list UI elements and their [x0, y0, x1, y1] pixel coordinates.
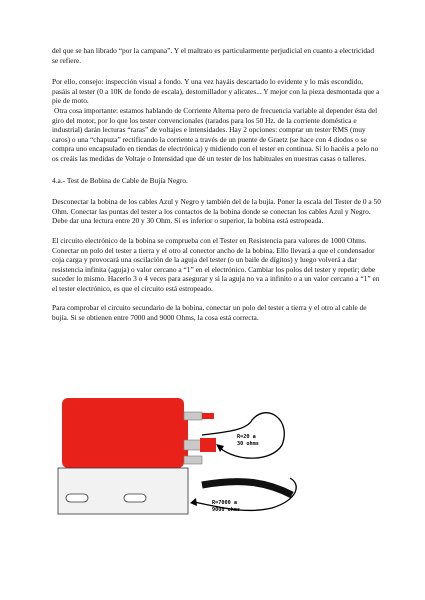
- paragraph-intro: del que se han librado “por la campana”. Y el maltrato es particularmente perjudicial en cuanto a electricidad se refiere.: [52, 46, 375, 65]
- primary-resistance-label-2: 30 ohms: [237, 441, 259, 447]
- paragraph-alternating-current: Otra cosa importante: estamos hablando de Corriente Alterna pero de frecuencia variable al depender ésta del giro del motor, por lo que los tester convencionales (tarados para los 50 Hz. de la corriente doméstica e industrial) darán lecturas “raras” de voltajes e intensidades. Hay 2 opciones: comprar un tester RMS (muy caros) o una “chapuza” rectificando la corriente a través de un puente de Graetz (se hace con 4 diodos o se compra uno encapsulado en tiendas de electrónica) y midiendo con el tester en continua. Si lo hacéis a pelo no os creáis las medidas de Voltaje o Intensidad que dé un tester de los habituales en nuestras casas o talleres.: [52, 105, 379, 163]
- paragraph-electronic-circuit: El circuito electrónico de la bobina se comprueba con el Tester en Resistencia para valores de 1000 Ohms. Conectar un polo del tester a tierra y el otro al conector ancho de la bobina. Ello llevará a que el condensador coja carga y provocará una oscilación de la aguja del tester (o un baile de dígitos) y luego volverá a dar resistencia infinita (aguja) o valor cercano a “1” en el electrónico. Cambiar los polos del tester y repetir; debe suceder lo mismo. Hacerlo 3 o 4 veces para asegurar y si la aguja no va a infinito o a un valor cercano a “1” en el tester electrónico, es que el circuito está estropeado.: [52, 235, 380, 293]
- secondary-resistance-label-2: 9000 ohms: [212, 507, 241, 513]
- coil-illustration: [52, 390, 372, 530]
- paragraph-advice: Por ello, consejo: inspección visual a fondo. Y una vez hayáis descartado lo evidente y lo más escondido, pasáis al tester (0 a 10K de fondo de escala), destornillador y alicates... Y mejor con la pieza desmontada que a pie de moto.: [52, 77, 380, 106]
- document-body: [52, 46, 382, 323]
- connector-wide: [184, 456, 202, 464]
- coil-body: [62, 398, 184, 468]
- connector-bottom-tip: [200, 438, 216, 452]
- secondary-resistance-label-1: R=7000 a: [212, 500, 237, 506]
- connector-bottom: [184, 440, 202, 450]
- paragraph-secondary-test: Para comprobar el circuito secundario de la bobina, conectar un polo del tester a tierra y el otro al cable de bujía. Si se obtienen entre 7000 and 9000 Ohms, la cosa está correcta.: [52, 303, 367, 323]
- section-heading: 4.a.- Test de Bobina de Cable de Bujía Negro.: [52, 175, 188, 185]
- connector-top: [184, 412, 202, 420]
- spark-plug-cable: [202, 482, 292, 495]
- paragraph-primary-test: Desconectar la bobina de los cables Azul y Negro y también del de la bujía. Poner la escala del Tester de 0 a 50 Ohm. Conectar las puntas del tester a los contactos de la bobina donde se conectan los cables Azul y Negro. Debe dar una lectura entre 20 y 30 Ohm. Si es inferior o superior, la bobina está estropeada.: [52, 197, 381, 226]
- mount-hole-right: [124, 494, 146, 502]
- primary-resistance-label-1: R=20 a: [237, 434, 256, 440]
- mount-hole-left: [66, 494, 88, 502]
- coil-test-diagram: [52, 390, 372, 530]
- secondary-arrow-head: [190, 498, 197, 506]
- connector-top-tip: [202, 413, 214, 419]
- coil-base: [58, 468, 188, 514]
